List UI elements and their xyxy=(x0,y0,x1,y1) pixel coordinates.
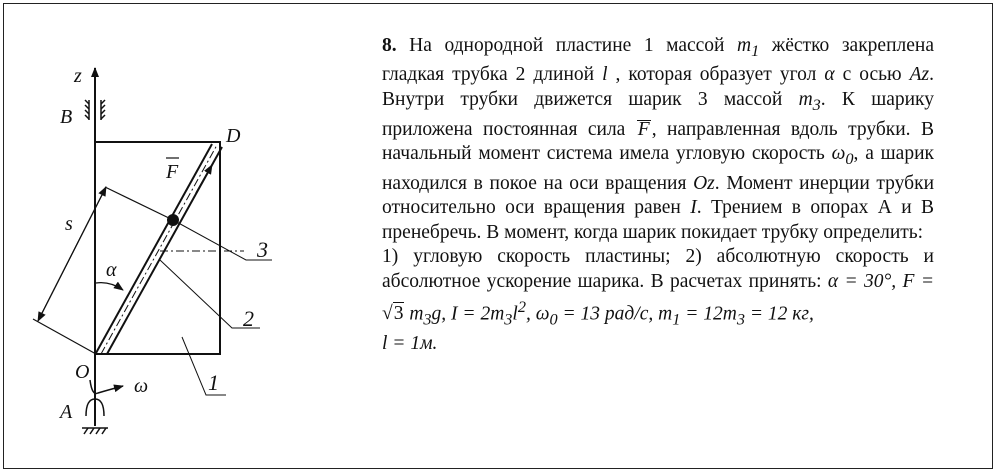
label-f: F xyxy=(166,161,179,183)
symbol-m3-sub: 3 xyxy=(812,95,821,114)
label-2: 2 xyxy=(243,306,254,331)
label-s: s xyxy=(65,213,73,235)
mechanics-figure xyxy=(10,50,290,440)
problem-questions xyxy=(382,245,934,356)
sqrt-three xyxy=(382,302,404,327)
given-mass-sub1: 1 xyxy=(672,310,681,328)
symbol-omega0-sub: 0 xyxy=(845,150,854,169)
questions-text: 1) угловую скорость пластины; 2) абсолютную скорость и абсолютное ускорение шарика. В расчетах принять: xyxy=(382,246,934,293)
problem-number: 8. xyxy=(382,35,397,56)
symbol-m1-sub: 1 xyxy=(751,41,760,60)
label-3: 3 xyxy=(257,237,268,262)
alpha-arc xyxy=(96,283,123,290)
symbol-m1: m xyxy=(737,35,752,56)
symbol-az: Az xyxy=(909,64,930,86)
problem-statement xyxy=(382,34,934,245)
text-segment: , направленная вдоль трубки. В начальный момент система имела угловую скорость xyxy=(382,118,934,165)
symbol-alpha: α xyxy=(824,64,835,86)
given-alpha: α = 30°, xyxy=(827,271,903,293)
given-mass-value: = 12 кг, xyxy=(744,303,814,325)
given-inertia: I = 2m xyxy=(451,303,505,325)
given-inertia-l: l xyxy=(512,303,518,325)
text-segment: . Момент инерции трубки относительно оси вращения равен xyxy=(382,172,934,219)
text-segment: . Внутри трубки движется шарик 3 массой xyxy=(382,64,934,111)
given-force-mass-sub: 3 xyxy=(423,310,432,328)
given-force: F = xyxy=(902,271,934,293)
given-inertia-sub: 3 xyxy=(504,310,513,328)
sqrt-argument: 3 xyxy=(393,303,404,325)
given-mass-sub3: 3 xyxy=(736,310,745,328)
text-segment: , которая образует угол xyxy=(607,64,825,86)
symbol-i: I xyxy=(690,197,697,219)
given-omega-sub: 0 xyxy=(549,310,558,328)
text-segment: . Трением в опорах А и В пренебречь. В момент, когда шарик покидает трубку определить: xyxy=(382,197,934,243)
given-force-mass: m xyxy=(404,303,424,325)
symbol-oz: Oz xyxy=(693,172,715,194)
given-mass-mid: = 12m xyxy=(680,303,737,325)
text-segment: жёстко закреплена гладкая трубка 2 длиной xyxy=(382,35,934,86)
given-omega-value: = 13 рад/с, xyxy=(557,303,659,325)
label-b: B xyxy=(60,106,73,128)
symbol-l: l xyxy=(602,64,608,86)
symbol-omega0: ω xyxy=(831,143,846,165)
text-segment: с осью xyxy=(834,64,910,86)
given-length: l = 1м. xyxy=(382,332,438,354)
problem-text xyxy=(382,34,934,356)
label-a: A xyxy=(60,401,73,423)
label-omega: ω xyxy=(134,375,149,397)
given-omega: , ω xyxy=(525,303,550,325)
label-o: O xyxy=(75,361,90,383)
text-segment: , а шарик находился в покое на оси вращения xyxy=(382,143,934,194)
symbol-force-vector: F xyxy=(636,118,652,143)
tube-2 xyxy=(96,144,222,354)
given-inertia-sup: 2 xyxy=(517,297,526,316)
label-z: z xyxy=(74,65,82,87)
label-1: 1 xyxy=(208,370,219,395)
label-d: D xyxy=(226,125,241,147)
sqrt-symbol: √ xyxy=(382,303,393,325)
text-segment: На однородной пластине 1 массой xyxy=(396,35,738,56)
s-dimension xyxy=(33,187,173,354)
given-force-g: g, xyxy=(431,303,452,325)
symbol-m3: m xyxy=(798,89,813,111)
text-segment: . К шарику приложена постоянная сила xyxy=(382,89,934,140)
given-mass: m xyxy=(658,303,673,325)
label-alpha: α xyxy=(106,259,117,281)
